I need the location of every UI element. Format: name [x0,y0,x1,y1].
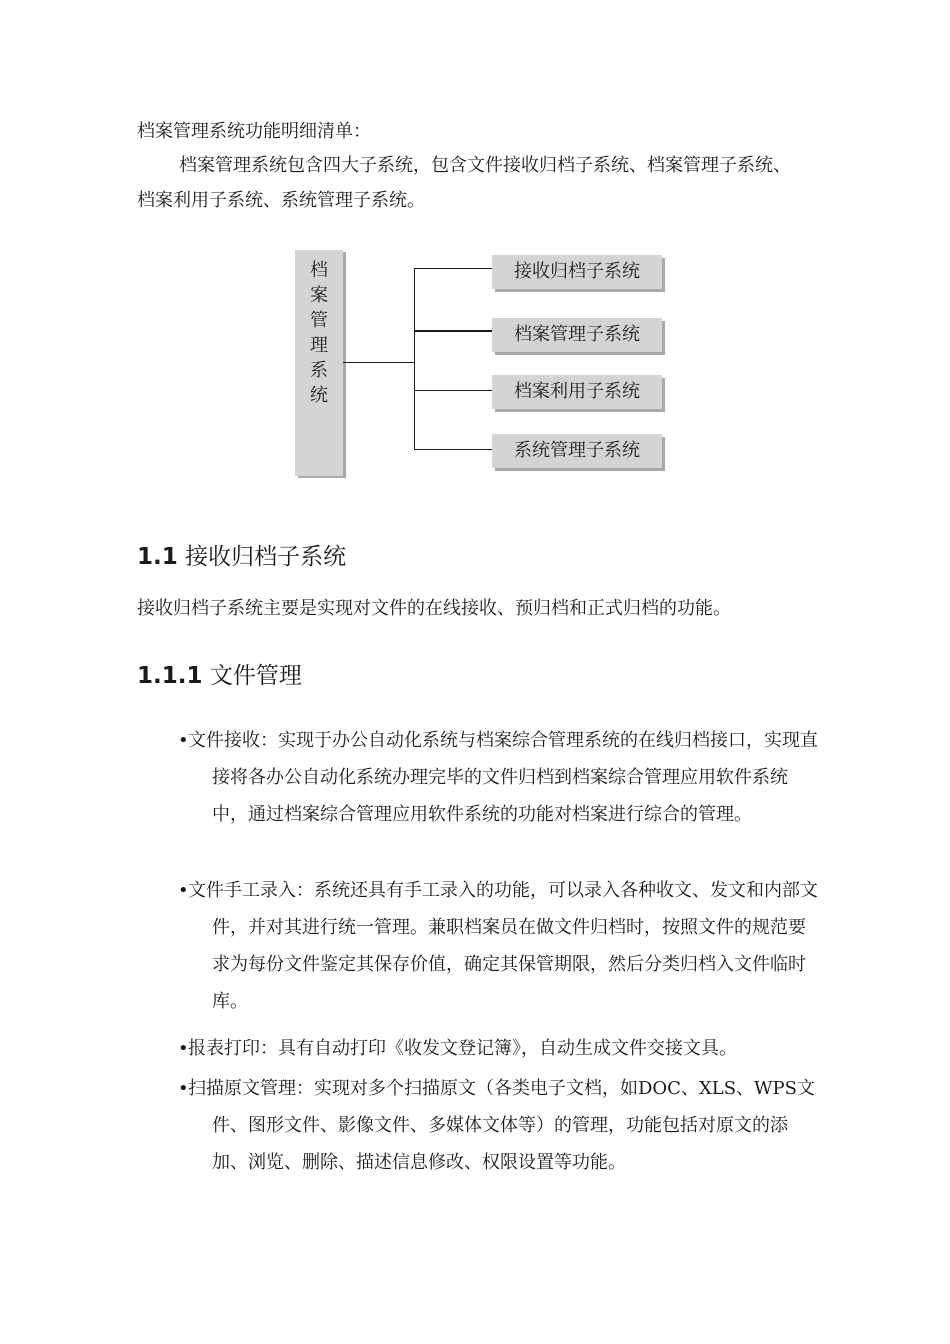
bullet-mark: • [178,730,189,751]
diagram-connector-3 [414,390,492,391]
diagram-child-box: 档案利用子系统 [492,375,662,409]
subsection-heading [137,660,302,692]
section-title: 接收归档子系统 [185,544,347,570]
section-heading [137,542,346,572]
diagram-connector-1 [414,268,492,269]
list-item [178,1030,818,1067]
intro-title: 档案管理系统功能明细清单： [137,121,371,142]
diagram-root-label: 档案管理系统 [310,260,328,406]
section-number: 1.1 [137,544,178,570]
list-item-body: 文件接收：实现于办公自动化系统与档案综合管理系统的在线归档接口，实现直接将各办公自动化系统办理完毕的文件归档到档案综合管理应用软件系统中，通过档案综合管理应用软件系统的功能对档案进行综合的管理。 [188,730,818,825]
diagram-child-box: 系统管理子系统 [492,434,662,468]
diagram-child-box: 接收归档子系统 [492,255,662,289]
list-item-text [178,1070,818,1181]
bullet-mark: • [178,880,189,901]
diagram-child-box: 档案管理子系统 [492,318,662,352]
list-item-body: 文件手工录入：系统还具有手工录入的功能，可以录入各种收文、发文和内部文件，并对其进行统一管理。兼职档案员在做文件归档时，按照文件的规范要求为每份文件鉴定其保存价值，确定其保管期限，然后分类归档入文件临时库。 [188,880,818,1012]
list-item [178,1070,818,1181]
intro-body-line2: 档案利用子系统、系统管理子系统。 [137,190,425,211]
list-item-text [178,1030,818,1067]
list-item-text [178,872,818,1020]
diagram-root-box [295,250,343,476]
bullet-mark: • [178,1038,189,1059]
subsection-title: 文件管理 [209,663,302,689]
diagram-connector-trunk [414,268,415,450]
section-description: 接收归档子系统主要是实现对文件的在线接收、预归档和正式归档的功能。 [137,598,731,619]
list-item-body: 报表打印：具有自动打印《收发文登记簿》，自动生成文件交接文具。 [188,1038,737,1059]
subsection-number: 1.1.1 [137,663,203,689]
diagram-connector-2 [414,330,492,332]
diagram-connector-4 [414,449,492,450]
bullet-mark: • [178,1078,189,1099]
list-item [178,872,818,1020]
list-item-body: 扫描原文管理：实现对多个扫描原文（各类电子文档，如DOC、XLS、WPS文件、图形文件、影像文件、多媒体文体等）的管理，功能包括对原文的添加、浏览、删除、描述信息修改、权限设置等功能。 [188,1078,815,1173]
list-item [178,722,818,833]
intro-body-line1: 档案管理系统包含四大子系统，包含文件接收归档子系统、档案管理子系统、 [179,155,791,176]
list-item-text [178,722,818,833]
diagram-connector-root [343,362,415,363]
